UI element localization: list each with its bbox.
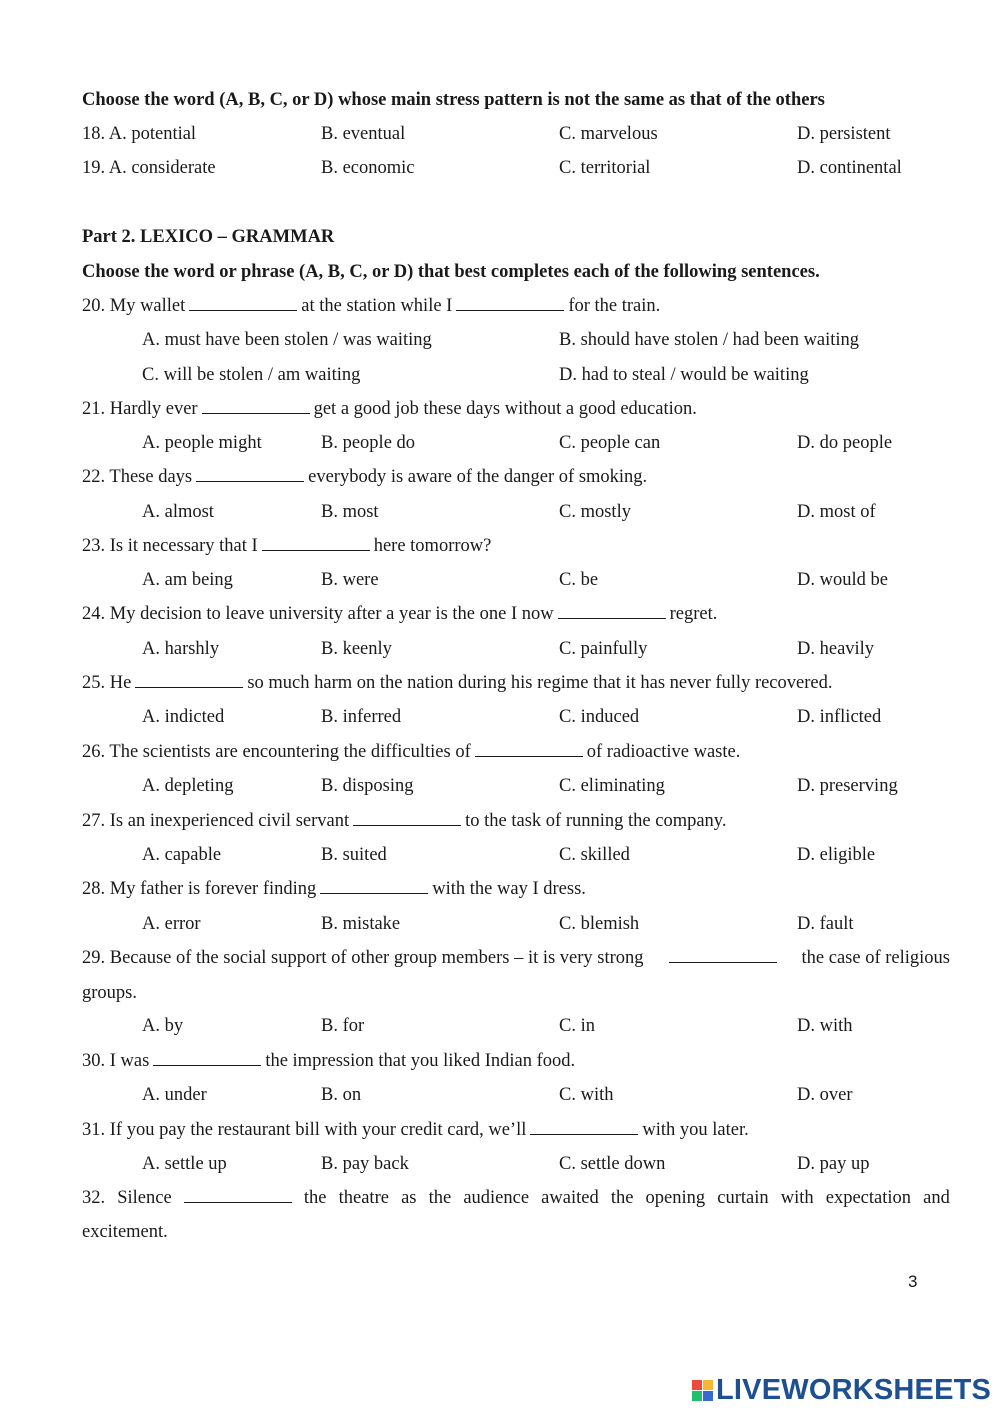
part2-instruction: Choose the word or phrase (A, B, C, or D) that best completes each of the following sentences. — [82, 262, 820, 282]
q29-option-b[interactable]: B. for — [321, 1016, 365, 1036]
q20-text-3: for the train. — [568, 296, 661, 316]
q29-text-3: groups. — [82, 983, 137, 1003]
q18-option-c: C. marvelous — [559, 124, 658, 144]
q20-text-1: 20. My wallet — [82, 296, 186, 316]
q32-word: the — [428, 1188, 452, 1208]
q32-word: Silence — [117, 1188, 172, 1208]
q32-stem — [82, 1188, 950, 1209]
q27-option-b[interactable]: B. suited — [321, 845, 387, 865]
page-number: 3 — [908, 1272, 918, 1291]
q32-word: as — [401, 1188, 417, 1208]
q25-option-b[interactable]: B. inferred — [321, 707, 402, 727]
q23-text-1: 23. Is it necessary that I — [82, 536, 258, 556]
q24-stem — [82, 604, 717, 625]
q30-option-b[interactable]: B. on — [321, 1085, 362, 1105]
q21-option-b[interactable]: B. people do — [321, 433, 416, 453]
q25-option-a[interactable]: A. indicted — [142, 707, 225, 727]
q28-text-1: 28. My father is forever finding — [82, 879, 317, 899]
q27-text-2: to the task of running the company. — [465, 811, 727, 831]
q29-text-1: 29. Because of the social support of other group members – it is very strong — [82, 948, 644, 968]
q23-option-a[interactable]: A. am being — [142, 570, 233, 590]
q20-option-c[interactable]: C. will be stolen / am waiting — [142, 365, 361, 385]
q30-text-2: the impression that you liked Indian food. — [265, 1051, 576, 1071]
q31-option-c[interactable]: C. settle down — [559, 1154, 666, 1174]
q20-option-d[interactable]: D. had to steal / would be waiting — [559, 365, 809, 385]
q21-text-2: get a good job these days without a good education. — [313, 399, 697, 419]
q31-text-2: with you later. — [642, 1120, 749, 1140]
q30-blank[interactable] — [153, 1051, 261, 1066]
q29-option-d[interactable]: D. with — [797, 1016, 853, 1036]
q25-text-2: so much harm on the nation during his regime that it has never fully recovered. — [247, 673, 833, 693]
q24-text-2: regret. — [669, 604, 718, 624]
q32-word: opening — [645, 1188, 706, 1208]
q25-option-c[interactable]: C. induced — [559, 707, 640, 727]
q31-stem — [82, 1120, 749, 1141]
q24-option-d[interactable]: D. heavily — [797, 639, 875, 659]
q26-text-2: of radioactive waste. — [586, 742, 741, 762]
q28-option-b[interactable]: B. mistake — [321, 914, 401, 934]
stress-instruction: Choose the word (A, B, C, or D) whose main stress pattern is not the same as that of the others — [82, 90, 825, 110]
q22-text-1: 22. These days — [82, 467, 193, 487]
q32-word: expectation — [825, 1188, 911, 1208]
q21-option-c[interactable]: C. people can — [559, 433, 661, 453]
q21-option-a[interactable]: A. people might — [142, 433, 262, 453]
part2-title: Part 2. LEXICO – GRAMMAR — [82, 227, 335, 247]
q28-option-d[interactable]: D. fault — [797, 914, 854, 934]
q32-word: the — [303, 1188, 327, 1208]
q26-stem — [82, 742, 740, 763]
q21-blank[interactable] — [202, 399, 310, 414]
q22-stem — [82, 467, 647, 488]
liveworksheets-logo — [692, 1374, 991, 1407]
q31-option-b[interactable]: B. pay back — [321, 1154, 409, 1174]
q21-option-d[interactable]: D. do people — [797, 433, 893, 453]
q19-option-b: B. economic — [321, 158, 415, 178]
q27-stem — [82, 811, 726, 832]
q20-option-b[interactable]: B. should have stolen / had been waiting — [559, 330, 860, 350]
q19-option-c: C. territorial — [559, 158, 651, 178]
q32-word: curtain — [717, 1188, 769, 1208]
q23-option-c[interactable]: C. be — [559, 570, 599, 590]
q26-option-d[interactable]: D. preserving — [797, 776, 898, 796]
q27-text-1: 27. Is an inexperienced civil servant — [82, 811, 350, 831]
q23-option-d[interactable]: D. would be — [797, 570, 888, 590]
q22-option-c[interactable]: C. mostly — [559, 502, 631, 522]
q19-option-a: 19. A. considerate — [82, 158, 216, 178]
q27-option-c[interactable]: C. skilled — [559, 845, 630, 865]
q18-option-d: D. persistent — [797, 124, 891, 144]
q20-blank-1[interactable] — [189, 296, 297, 311]
q20-stem — [82, 296, 660, 317]
q24-option-c[interactable]: C. painfully — [559, 639, 648, 659]
q32-word: with — [780, 1188, 814, 1208]
q28-blank[interactable] — [320, 879, 428, 894]
q26-blank[interactable] — [475, 742, 583, 757]
q30-text-1: 30. I was — [82, 1051, 150, 1071]
q29-blank[interactable] — [669, 948, 777, 963]
q26-option-a[interactable]: A. depleting — [142, 776, 234, 796]
liveworksheets-logo-icon — [692, 1380, 713, 1401]
q26-option-c[interactable]: C. eliminating — [559, 776, 665, 796]
q29-stem — [82, 948, 950, 969]
q32-word: theatre — [338, 1188, 389, 1208]
q23-text-2: here tomorrow? — [373, 536, 492, 556]
q27-option-d[interactable]: D. eligible — [797, 845, 876, 865]
q22-text-2: everybody is aware of the danger of smoking. — [308, 467, 648, 487]
q28-text-2: with the way I dress. — [432, 879, 586, 899]
q31-blank[interactable] — [530, 1120, 638, 1135]
q20-blank-2[interactable] — [456, 296, 564, 311]
q32-word: audience — [463, 1188, 530, 1208]
q32-blank[interactable] — [184, 1188, 292, 1203]
q19-option-d: D. continental — [797, 158, 902, 178]
q22-option-b[interactable]: B. most — [321, 502, 379, 522]
q24-option-a[interactable]: A. harshly — [142, 639, 220, 659]
q32-word: and — [923, 1188, 950, 1208]
q22-option-d[interactable]: D. most of — [797, 502, 876, 522]
q22-option-a[interactable]: A. almost — [142, 502, 214, 522]
q29-text-2: the case of religious — [801, 948, 950, 968]
q24-option-b[interactable]: B. keenly — [321, 639, 392, 659]
q23-option-b[interactable]: B. were — [321, 570, 379, 590]
q31-text-1: 31. If you pay the restaurant bill with your credit card, we’ll — [82, 1120, 527, 1140]
q18-option-a: 18. A. potential — [82, 124, 197, 144]
q23-blank[interactable] — [262, 536, 370, 551]
q23-stem — [82, 536, 491, 557]
q25-stem — [82, 673, 832, 694]
q20-text-2: at the station while I — [301, 296, 453, 316]
q26-option-b[interactable]: B. disposing — [321, 776, 414, 796]
q28-stem — [82, 879, 586, 900]
q22-blank[interactable] — [196, 467, 304, 482]
q21-stem — [82, 399, 697, 420]
q24-text-1: 24. My decision to leave university after a year is the one I now — [82, 604, 554, 624]
q18-option-b: B. eventual — [321, 124, 406, 144]
q27-option-a[interactable]: A. capable — [142, 845, 222, 865]
q26-text-1: 26. The scientists are encountering the difficulties of — [82, 742, 471, 762]
q25-option-d[interactable]: D. inflicted — [797, 707, 882, 727]
q25-text-1: 25. He — [82, 673, 132, 693]
liveworksheets-logo-text: LIVEWORKSHEETS — [716, 1374, 992, 1406]
q21-text-1: 21. Hardly ever — [82, 399, 198, 419]
q30-stem — [82, 1051, 575, 1072]
q30-option-a[interactable]: A. under — [142, 1085, 207, 1105]
q28-option-a[interactable]: A. error — [142, 914, 201, 934]
q29-option-a[interactable]: A. by — [142, 1016, 184, 1036]
q28-option-c[interactable]: C. blemish — [559, 914, 640, 934]
q24-blank[interactable] — [558, 604, 666, 619]
q25-blank[interactable] — [135, 673, 243, 688]
q29-option-c[interactable]: C. in — [559, 1016, 595, 1036]
q32-word: awaited — [541, 1188, 599, 1208]
q31-option-d[interactable]: D. pay up — [797, 1154, 870, 1174]
q31-option-a[interactable]: A. settle up — [142, 1154, 227, 1174]
q32-text-2: excitement. — [82, 1222, 168, 1242]
q20-option-a[interactable]: A. must have been stolen / was waiting — [142, 330, 432, 350]
q32-word: 32. — [82, 1188, 106, 1208]
q30-option-c[interactable]: C. with — [559, 1085, 614, 1105]
q30-option-d[interactable]: D. over — [797, 1085, 853, 1105]
q32-word: the — [610, 1188, 634, 1208]
q27-blank[interactable] — [353, 811, 461, 826]
